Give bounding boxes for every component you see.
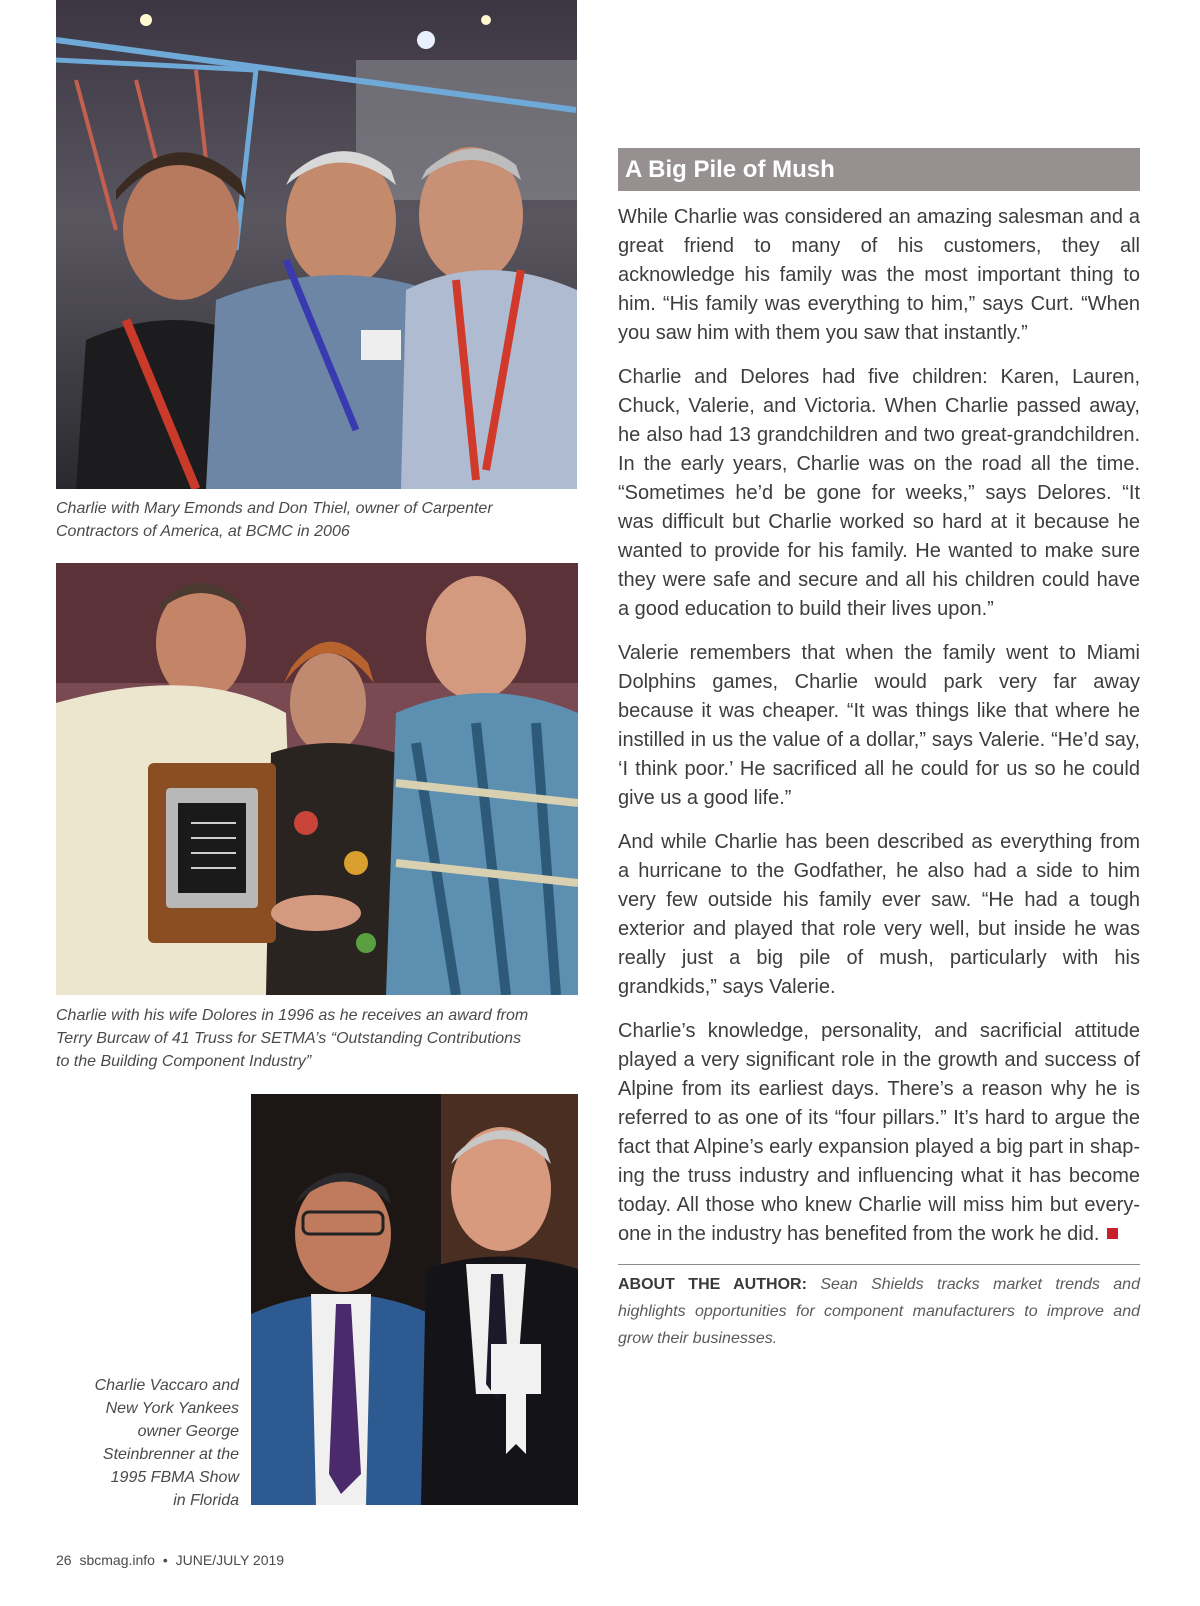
- footer-issue: JUNE/JULY 2019: [175, 1552, 285, 1568]
- caption-line: Contractors of America, at BCMC in 2006: [56, 523, 350, 540]
- photo-bcmc-2006: [56, 0, 577, 489]
- caption-line: owner George: [137, 1423, 239, 1440]
- footer-site: sbcmag.info: [79, 1552, 155, 1568]
- caption-line: in Florida: [173, 1492, 239, 1509]
- caption-line: Charlie Vaccaro and: [94, 1377, 239, 1394]
- photo-caption-steinbrenner-1995: [56, 1374, 239, 1512]
- article-paragraph: And while Charlie has been described as everything from a hurricane to the Godfather, he also had a side to him very few outside his family ever saw. “He had a tough exterior and played that role very well, but inside he was really just a big pile of mush, particularly with his grandkids,” says Valerie.: [618, 831, 1140, 998]
- article-paragraph: While Charlie was considered an amazing salesman and a great friend to many of his customers, they all acknowledge his family was the most important thing to him. “His family was everything to him,” says Curt. “When you saw him with them you saw that instantly.”: [618, 206, 1140, 344]
- article-paragraph-last: [618, 1017, 1140, 1249]
- article-paragraph: Charlie and Delores had five children: Karen, Lauren, Chuck, Valerie, and Victoria. When Charlie passed away, he also had 13 grandchildren and two great-grandchildren. In the early years, Charlie was on the road all the time. “Sometimes he’d be gone for weeks,” says Delores. “It was difficult but Charlie worked so hard at it because he wanted to provide for his family. He wanted to make sure they were safe and secure and all his children could have a good education to build their lives upon.”: [618, 366, 1140, 620]
- caption-line: Terry Burcaw of 41 Truss for SETMA’s “Outstanding Contributions: [56, 1030, 522, 1047]
- photo-caption-award-1996: [56, 1004, 596, 1073]
- caption-line: New York Yankees: [105, 1400, 239, 1417]
- photo-caption-bcmc-2006: [56, 497, 577, 543]
- about-author-label: ABOUT THE AUTHOR:: [618, 1276, 807, 1293]
- caption-line: Steinbrenner at the: [102, 1446, 239, 1463]
- photo-steinbrenner-1995: [251, 1094, 578, 1505]
- page-footer: [56, 1552, 288, 1568]
- page-number: 26: [56, 1552, 72, 1568]
- about-author-text: Sean Shields tracks market trends and highlights opportunities for component manufacturers to improve and grow their businesses.: [618, 1276, 1140, 1347]
- article-paragraph: Valerie remembers that when the family went to Miami Dolphins games, Charlie would park very far away because it was cheaper. “It was things like that where he instilled in us the value of a dollar,” says Valerie. “He’d say, ‘I think poor.’ He sacrificed all he could for us so he could give us a good life.”: [618, 642, 1140, 809]
- caption-line: Charlie with his wife Dolores in 1996 as he receives an award from: [56, 1007, 529, 1024]
- end-mark-icon: [1107, 1228, 1118, 1239]
- photo-award-1996: [56, 563, 578, 995]
- section-heading: A Big Pile of Mush: [618, 148, 1140, 191]
- caption-line: Charlie with Mary Emonds and Don Thiel, owner of Carpenter: [56, 500, 493, 517]
- caption-line: 1995 FBMA Show: [110, 1469, 239, 1486]
- caption-line: to the Building Component Industry”: [56, 1053, 312, 1070]
- about-the-author: [618, 1264, 1140, 1352]
- article-paragraph-text: Charlie’s knowledge, personality, and sacrificial attitude played a very significant role in the growth and success of Alpine from its earliest days. There’s a reason why he is referred to as one of its “four pillars.” It’s hard to argue the fact that Alpine’s early expansion played a big part in shaping the truss industry and influencing what it has become today. All those who knew Charlie will miss him but everyone in the industry has benefited from the work he did.: [618, 1020, 1140, 1245]
- footer-separator: •: [162, 1552, 168, 1568]
- article-column: [618, 148, 1140, 1352]
